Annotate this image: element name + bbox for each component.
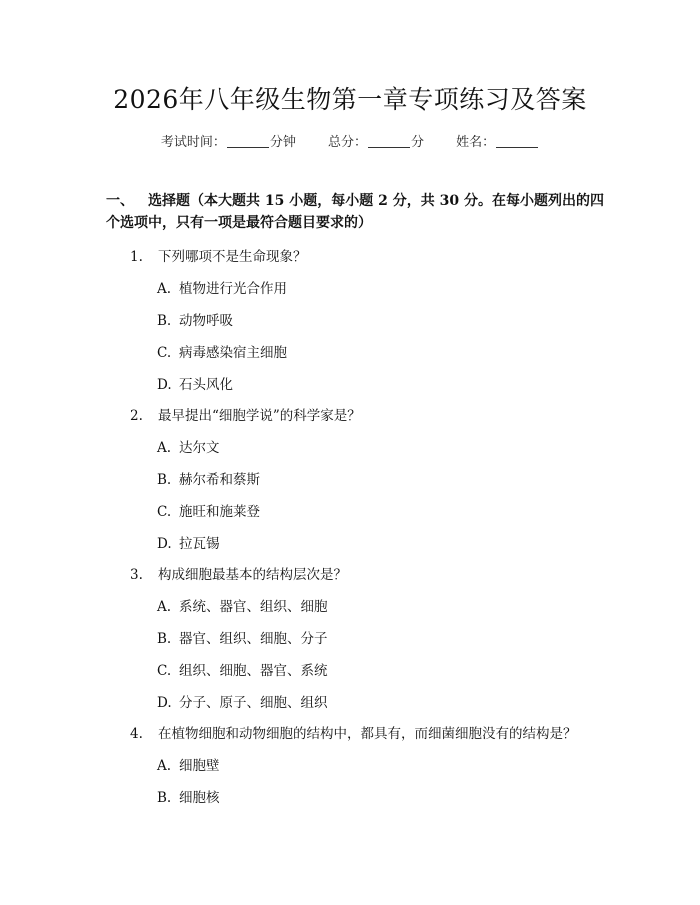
option-letter: B. (157, 472, 172, 488)
option-text: 病毒感染宿主细胞 (179, 345, 287, 361)
option-1b (157, 309, 233, 329)
option-3b (157, 627, 328, 647)
question-2 (130, 404, 361, 424)
option-1c (157, 341, 287, 361)
option-4b (157, 786, 220, 806)
option-2d (157, 532, 220, 552)
option-letter: D. (157, 695, 172, 711)
exam-time-unit: 分钟 (269, 135, 296, 150)
option-2a (157, 436, 220, 456)
total-score-blank (368, 147, 410, 148)
section-instructions: 选择题（本大题共 15 小题，每小题 2 分，共 30 分。在每小题列出的四个选项中，只有一项是最符合题目要求的） (106, 193, 604, 231)
option-3a (157, 595, 328, 615)
option-letter: A. (157, 599, 172, 615)
option-3c (157, 659, 328, 679)
option-text: 植物进行光合作用 (179, 281, 287, 297)
exam-time-field (161, 131, 296, 150)
question-number: 4. (130, 726, 143, 742)
option-letter: B. (157, 313, 172, 329)
total-score-unit: 分 (411, 135, 425, 150)
section-number: 一、 (106, 193, 134, 209)
question-text: 下列哪项不是生命现象？ (158, 249, 307, 265)
question-number: 1. (130, 249, 143, 265)
student-name-field (456, 131, 539, 150)
question-4 (130, 722, 577, 742)
question-1 (130, 245, 307, 265)
option-text: 系统、器官、组织、细胞 (179, 599, 328, 615)
option-letter: C. (157, 663, 172, 679)
option-letter: C. (157, 504, 172, 520)
option-1d (157, 373, 233, 393)
option-text: 石头风化 (179, 377, 233, 393)
option-3d (157, 691, 328, 711)
option-text: 施旺和施莱登 (179, 504, 260, 520)
option-4a (157, 754, 220, 774)
option-text: 动物呼吸 (179, 313, 233, 329)
exam-time-label: 考试时间： (160, 135, 226, 150)
option-letter: A. (157, 281, 172, 297)
option-2c (157, 500, 260, 520)
exam-info-line (0, 131, 700, 150)
exam-time-blank (227, 147, 269, 148)
total-score-label: 总分： (327, 135, 367, 150)
option-letter: C. (157, 345, 172, 361)
option-letter: B. (157, 631, 172, 647)
option-letter: A. (157, 440, 172, 456)
student-name-blank (496, 147, 538, 148)
option-text: 细胞核 (179, 790, 220, 806)
option-text: 组织、细胞、器官、系统 (179, 663, 328, 679)
total-score-field (328, 131, 424, 150)
option-text: 细胞壁 (179, 758, 220, 774)
option-letter: D. (157, 536, 172, 552)
question-3 (130, 563, 347, 583)
option-letter: D. (157, 377, 172, 393)
question-text: 在植物细胞和动物细胞的结构中，都具有，而细菌细胞没有的结构是？ (158, 726, 577, 742)
option-text: 器官、组织、细胞、分子 (179, 631, 328, 647)
option-text: 拉瓦锡 (179, 536, 220, 552)
option-text: 达尔文 (179, 440, 220, 456)
option-text: 分子、原子、细胞、组织 (179, 695, 328, 711)
section-heading (106, 190, 606, 234)
question-number: 3. (130, 567, 143, 583)
question-number: 2. (130, 408, 143, 424)
option-1a (157, 277, 287, 297)
student-name-label: 姓名： (456, 135, 496, 150)
question-text: 构成细胞最基本的结构层次是？ (158, 567, 347, 583)
question-text: 最早提出“细胞学说”的科学家是？ (158, 408, 361, 424)
option-2b (157, 468, 260, 488)
option-text: 赫尔希和蔡斯 (179, 472, 260, 488)
option-letter: B. (157, 790, 172, 806)
page-title: 2026年八年级生物第一章专项练习及答案 (113, 85, 587, 114)
option-letter: A. (157, 758, 172, 774)
